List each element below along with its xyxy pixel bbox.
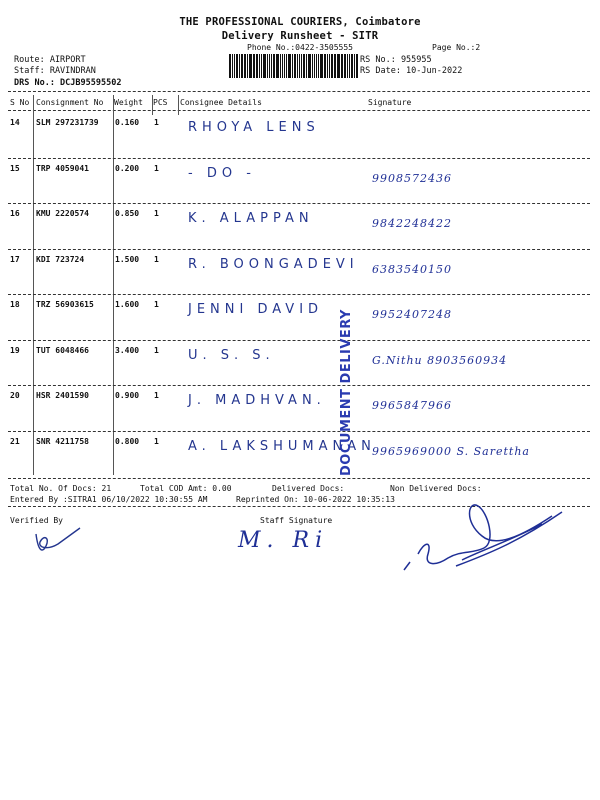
row-consignment-no: HSR 2401590 bbox=[36, 391, 89, 400]
row-pcs: 1 bbox=[154, 254, 159, 264]
barcode-bar bbox=[282, 54, 283, 78]
row-weight: 0.160 bbox=[115, 118, 140, 127]
route: Route: AIRPORT bbox=[14, 55, 86, 65]
barcode-bar bbox=[318, 54, 319, 78]
row-weight: 0.850 bbox=[115, 209, 140, 218]
barcode-bar bbox=[284, 54, 286, 78]
row-consignment-no: TUT 6048466 bbox=[36, 345, 89, 355]
row-pcs: 1 bbox=[154, 209, 159, 218]
barcode-bar bbox=[331, 54, 333, 78]
barcode-bar bbox=[269, 54, 270, 78]
row-consignee: JENNI DAVID bbox=[188, 302, 324, 317]
barcode-bar bbox=[324, 54, 326, 78]
barcode-bar bbox=[308, 54, 311, 78]
row-weight: 1.500 bbox=[115, 254, 140, 264]
barcode-bar bbox=[347, 54, 348, 78]
barcode-bar bbox=[280, 54, 281, 78]
barcode-bar bbox=[253, 54, 254, 78]
barcode-bar bbox=[232, 54, 233, 78]
row-weight: 3.400 bbox=[115, 345, 140, 355]
barcode-bar bbox=[306, 54, 307, 78]
row-consignment-no: SLM 297231739 bbox=[36, 118, 99, 127]
staff-signature-label: Staff Signature bbox=[260, 516, 333, 525]
barcode bbox=[229, 54, 359, 78]
staff-signature-handwritten: M. Ri bbox=[238, 528, 329, 553]
barcode-bar bbox=[303, 54, 305, 78]
barcode-bar bbox=[244, 54, 246, 78]
row-pcs: 1 bbox=[154, 391, 159, 400]
row-consignee: U. S. S. bbox=[188, 347, 275, 363]
barcode-bar bbox=[247, 54, 248, 78]
non-delivered-docs: Non Delivered Docs: bbox=[390, 484, 482, 493]
column-separator bbox=[178, 95, 179, 115]
rs-date: RS Date: 10-Jun-2022 bbox=[360, 66, 463, 76]
row-pcs: 1 bbox=[154, 436, 159, 446]
barcode-bar bbox=[229, 54, 231, 78]
barcode-bar bbox=[234, 54, 235, 78]
row-consignment-no: SNR 4211758 bbox=[36, 436, 89, 446]
col-sno: S No bbox=[10, 98, 30, 107]
row-sno: 17 bbox=[10, 254, 20, 264]
barcode-bar bbox=[249, 54, 252, 78]
row-weight: 0.900 bbox=[115, 391, 140, 400]
row-consignee: - DO - bbox=[188, 165, 256, 181]
verified-by-label: Verified By bbox=[10, 516, 63, 525]
column-separator bbox=[113, 95, 114, 475]
row-divider bbox=[8, 249, 590, 250]
document-delivery-stamp: DOCUMENT DELIVERY bbox=[339, 309, 354, 476]
row-consignment-no: KDI 723724 bbox=[36, 254, 85, 264]
row-signature: 9842248422 bbox=[372, 217, 452, 230]
barcode-bar bbox=[312, 54, 313, 78]
row-divider bbox=[8, 203, 590, 204]
row-sno: 18 bbox=[10, 300, 20, 309]
total-cod: Total COD Amt: 0.00 bbox=[140, 484, 232, 493]
col-consignment: Consignment No bbox=[36, 98, 104, 107]
barcode-bar bbox=[294, 54, 296, 78]
barcode-bar bbox=[263, 54, 266, 78]
rs-number: RS No.: 955955 bbox=[360, 55, 432, 65]
col-signature: Signature bbox=[368, 98, 412, 107]
row-weight: 0.200 bbox=[115, 163, 140, 173]
column-separator bbox=[33, 95, 34, 475]
divider bbox=[8, 91, 590, 92]
barcode-bar bbox=[267, 54, 269, 78]
row-sno: 14 bbox=[10, 118, 20, 127]
barcode-bar bbox=[329, 54, 330, 78]
row-consignee: J. MADHVAN. bbox=[188, 393, 326, 408]
barcode-bar bbox=[259, 54, 260, 78]
row-sno: 16 bbox=[10, 209, 20, 218]
barcode-bar bbox=[314, 54, 315, 78]
row-signature: 9965969000 S. Sarettha bbox=[372, 444, 530, 458]
row-weight: 1.600 bbox=[115, 300, 140, 309]
phone-number: Phone No.:0422-3505555 bbox=[247, 43, 353, 52]
row-consignee: R. BOONGADEVI bbox=[188, 256, 359, 272]
barcode-bar bbox=[276, 54, 279, 78]
barcode-bar bbox=[327, 54, 328, 78]
barcode-bar bbox=[316, 54, 318, 78]
barcode-bar bbox=[356, 54, 358, 78]
staff: Staff: RAVINDRAN bbox=[14, 66, 96, 76]
total-docs: Total No. Of Docs: 21 bbox=[10, 484, 112, 493]
row-divider bbox=[8, 385, 590, 386]
barcode-bar bbox=[354, 54, 355, 78]
verifier-signature bbox=[28, 524, 88, 560]
row-consignee: K. ALAPPAN bbox=[188, 211, 314, 226]
row-pcs: 1 bbox=[154, 163, 159, 173]
delivered-docs: Delivered Docs: bbox=[272, 484, 345, 493]
barcode-bar bbox=[236, 54, 239, 78]
row-pcs: 1 bbox=[154, 300, 159, 309]
reprinted-on: Reprinted On: 10-06-2022 10:35:13 bbox=[236, 495, 395, 504]
col-consignee: Consignee Details bbox=[180, 98, 262, 107]
row-sno: 21 bbox=[10, 436, 20, 446]
row-consignment-no: TRZ 56903615 bbox=[36, 300, 94, 309]
barcode-bar bbox=[341, 54, 343, 78]
barcode-bar bbox=[349, 54, 350, 78]
row-divider bbox=[8, 431, 590, 432]
row-signature: 9908572436 bbox=[372, 171, 452, 185]
barcode-bar bbox=[334, 54, 335, 78]
barcode-bar bbox=[286, 54, 287, 78]
row-signature: 6383540150 bbox=[372, 262, 452, 276]
barcode-bar bbox=[351, 54, 354, 78]
row-consignee: RHOYA LENS bbox=[188, 120, 320, 135]
barcode-bar bbox=[297, 54, 298, 78]
manager-signature bbox=[392, 492, 572, 592]
row-sno: 19 bbox=[10, 345, 20, 355]
row-pcs: 1 bbox=[154, 345, 159, 355]
row-weight: 0.800 bbox=[115, 436, 140, 446]
row-divider bbox=[8, 340, 590, 341]
drs-number: DRS No.: DCJB95595502 bbox=[14, 78, 122, 88]
row-signature: 9952407248 bbox=[372, 308, 452, 321]
barcode-bar bbox=[320, 54, 323, 78]
row-divider bbox=[8, 158, 590, 159]
row-signature: 9965847966 bbox=[372, 399, 452, 412]
row-pcs: 1 bbox=[154, 118, 159, 127]
barcode-bar bbox=[241, 54, 243, 78]
barcode-bar bbox=[292, 54, 293, 78]
barcode-bar bbox=[301, 54, 303, 78]
column-separator bbox=[152, 95, 153, 115]
company-name: THE PROFESSIONAL COURIERS, Coimbatore bbox=[179, 16, 421, 28]
sheet-title: Delivery Runsheet - SITR bbox=[221, 30, 379, 42]
barcode-bar bbox=[271, 54, 272, 78]
col-pcs: PCS bbox=[153, 98, 168, 107]
divider bbox=[8, 478, 590, 479]
barcode-bar bbox=[273, 54, 275, 78]
row-consignment-no: KMU 2220574 bbox=[36, 209, 89, 218]
entered-by: Entered By :SITRA1 06/10/2022 10:30:55 AM bbox=[10, 495, 208, 504]
barcode-bar bbox=[335, 54, 336, 78]
barcode-bar bbox=[344, 54, 346, 78]
barcode-bar bbox=[337, 54, 340, 78]
barcode-bar bbox=[261, 54, 262, 78]
col-weight: Weight bbox=[114, 98, 143, 107]
barcode-bar bbox=[288, 54, 291, 78]
barcode-bar bbox=[299, 54, 300, 78]
row-sno: 20 bbox=[10, 391, 20, 400]
divider bbox=[8, 110, 590, 111]
barcode-bar bbox=[239, 54, 240, 78]
row-divider bbox=[8, 294, 590, 295]
row-consignment-no: TRP 4059041 bbox=[36, 163, 89, 173]
barcode-bar bbox=[254, 54, 255, 78]
row-signature: G.Nithu 8903560934 bbox=[372, 353, 508, 367]
page-number: Page No.:2 bbox=[432, 43, 481, 52]
row-consignee: A. LAKSHUMANAN bbox=[188, 438, 376, 454]
barcode-bar bbox=[256, 54, 258, 78]
row-sno: 15 bbox=[10, 163, 20, 173]
